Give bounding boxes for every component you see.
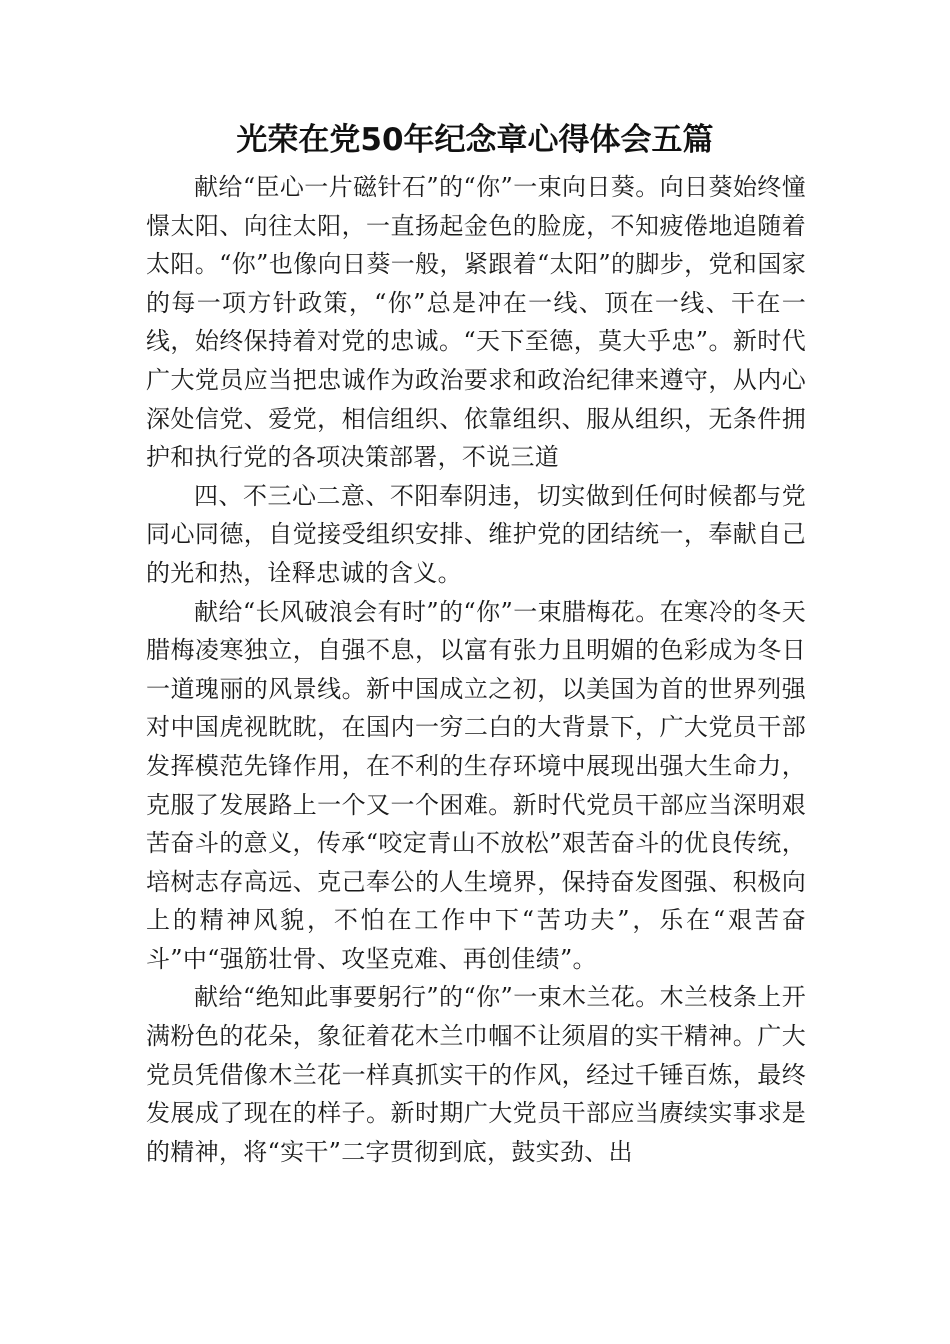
document-title: 光荣在党50年纪念章心得体会五篇 xyxy=(236,122,714,158)
paragraph-loyalty: 四、不三心二意、不阳奉阴违，切实做到任何时候都与党同心同德，自觉接受组织安排、维护党的团结统一，奉献自己的光和热，诠释忠诚的含义。 xyxy=(146,481,806,587)
paragraph-magnolia: 献给“绝知此事要躬行”的“你”一束木兰花。木兰枝条上开满粉色的花朵，象征着花木兰巾帼不让须眉的实干精神。广大党员凭借像木兰花一样真抓实干的作风，经过千锤百炼，最终发展成了现在的样子。新时期广大党员干部应当赓续实事求是的精神，将“实干”二字贯彻到底，鼓实劲、出 xyxy=(146,983,806,1166)
paragraph-wintersweet: 献给“长风破浪会有时”的“你”一束腊梅花。在寒冷的冬天腊梅凌寒独立，自强不息，以富有张力且明媚的色彩成为冬日一道瑰丽的风景线。新中国成立之初，以美国为首的世界列强对中国虎视眈眈，在国内一穷二白的大背景下，广大党员干部发挥模范先锋作用，在不利的生存环境中展现出强大生命力，克服了发展路上一个又一个困难。新时代党员干部应当深明艰苦奋斗的意义，传承“咬定青山不放松”艰苦奋斗的优良传统，培树志存高远、克己奉公的人生境界，保持奋发图强、积极向上的精神风貌，不怕在工作中下“苦功夫”，乐在“艰苦奋斗”中“强筋壮骨、攻坚克难、再创佳绩”。 xyxy=(146,597,806,973)
paragraph-sunflower: 献给“臣心一片磁针石”的“你”一束向日葵。向日葵始终憧憬太阳、向往太阳，一直扬起金色的脸庞，不知疲倦地追随着太阳。“你”也像向日葵一般，紧跟着“太阳”的脚步，党和国家的每一项方针政策，“你”总是冲在一线、顶在一线、干在一线，始终保持着对党的忠诚。“天下至德，莫大乎忠”。新时代广大党员应当把忠诚作为政治要求和政治纪律来遵守，从内心深处信党、爱党，相信组织、依靠组织、服从组织，无条件拥护和执行党的各项决策部署，不说三道 xyxy=(146,173,806,472)
document-body xyxy=(146,168,806,1171)
